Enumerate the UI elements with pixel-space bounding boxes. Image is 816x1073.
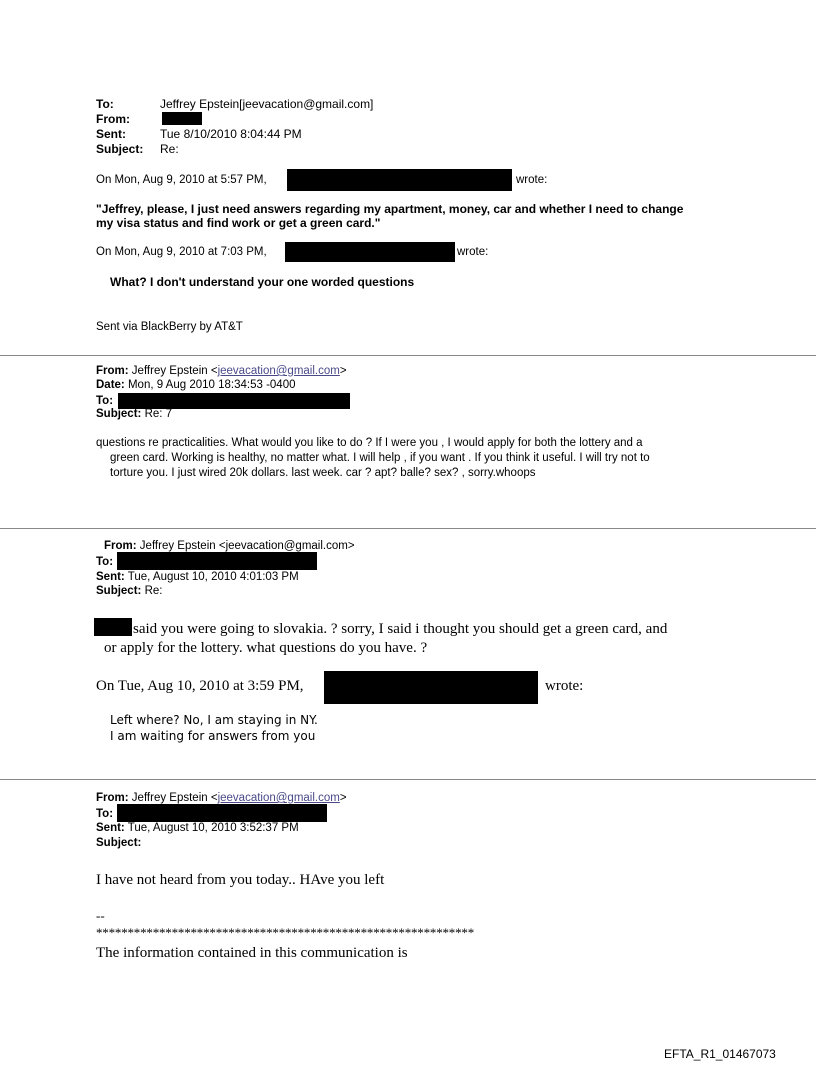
divider — [0, 528, 816, 529]
body-line: said you were going to slovakia. ? sorry, I said i thought you should get a green card, and — [133, 621, 668, 637]
from-line — [96, 365, 347, 378]
redaction-box — [117, 804, 327, 822]
quoted-reply-line: Left where? No, I am staying in NY. — [110, 713, 318, 727]
body-line: or apply for the lottery. what questions do you have. ? — [104, 640, 428, 656]
body-line: torture you. I just wired 20k dollars. last week. car ? apt? balle? sex? , sorry.whoops — [110, 467, 536, 479]
sent-label: Sent: — [96, 571, 125, 583]
subject-value: Re: — [160, 142, 179, 156]
sent-label: Sent: — [96, 127, 126, 141]
email-link[interactable]: jeevacation@gmail.com — [217, 792, 340, 804]
divider — [0, 355, 816, 356]
to-label: To: — [96, 808, 114, 820]
from-label: From: — [96, 792, 129, 804]
from-value: Jeffrey Epstein <jeevacation@gmail.com> — [139, 540, 355, 552]
bates-number: EFTA_R1_01467073 — [664, 1047, 776, 1061]
to-label: To: — [96, 556, 114, 568]
quoted-text-line: my visa status and find work or get a green card." — [96, 216, 381, 230]
subject-label: Subject: — [96, 837, 142, 849]
quote-attribution: On Tue, Aug 10, 2010 at 3:59 PM, — [96, 678, 304, 694]
body-line: I have not heard from you today.. HAve you left — [96, 872, 385, 888]
to-label: To: — [96, 97, 114, 111]
quote-suffix: wrote: — [545, 678, 584, 694]
sent-value: Tue 8/10/2010 8:04:44 PM — [160, 127, 302, 141]
sent-line — [96, 822, 299, 835]
redaction-box — [287, 169, 512, 191]
redaction-box — [162, 112, 202, 125]
quote-suffix: wrote: — [457, 246, 489, 258]
email-link[interactable]: jeevacation@gmail.com — [217, 365, 340, 377]
date-line — [96, 379, 296, 392]
sent-line — [96, 571, 299, 584]
sent-value: Tue, August 10, 2010 4:01:03 PM — [127, 571, 299, 583]
date-label: Date: — [96, 379, 125, 391]
disclaimer: The information contained in this communication is — [96, 945, 408, 961]
divider — [0, 779, 816, 780]
redaction-box — [118, 393, 350, 409]
subject-label: Subject: — [96, 585, 142, 597]
quoted-reply-line: I am waiting for answers from you — [110, 729, 316, 743]
from-close: > — [339, 792, 347, 804]
from-name: Jeffrey Epstein < — [131, 365, 218, 377]
body-line: green card. Working is healthy, no matter what. I will help , if you want . If you think it useful. I will try not to — [110, 452, 650, 464]
subject-value: Re: 7 — [144, 408, 173, 420]
subject-value: Re: — [144, 585, 163, 597]
redaction-box — [285, 242, 455, 262]
from-label: From: — [96, 112, 130, 126]
sent-value: Tue, August 10, 2010 3:52:37 PM — [127, 822, 299, 834]
subject-line — [96, 585, 162, 598]
to-label: To: — [96, 395, 114, 407]
from-label: From: — [104, 540, 137, 552]
from-name: Jeffrey Epstein < — [131, 792, 218, 804]
quoted-text-line: "Jeffrey, please, I just need answers regarding my apartment, money, car and whether I need to change — [96, 202, 684, 216]
quote-attribution — [96, 174, 267, 187]
subject-line — [96, 408, 172, 421]
redaction-box — [324, 671, 538, 704]
quote-prefix: On Mon, Aug 9, 2010 at 5:57 PM, — [96, 174, 267, 186]
sent-label: Sent: — [96, 822, 125, 834]
from-label: From: — [96, 365, 129, 377]
asterisk-separator: ************************************************************ — [96, 925, 475, 940]
quote-suffix: wrote: — [516, 174, 548, 186]
quoted-reply: What? I don't understand your one worded questions — [110, 275, 415, 289]
date-value: Mon, 9 Aug 2010 18:34:53 -0400 — [127, 379, 296, 391]
redaction-box — [94, 618, 132, 636]
from-close: > — [339, 365, 347, 377]
body-line: questions re practicalities. What would you like to do ? If I were you , I would apply for both the lottery and a — [96, 437, 643, 449]
email-signature: Sent via BlackBerry by AT&T — [96, 321, 243, 333]
signature-dashes: -- — [96, 908, 105, 923]
to-value: Jeffrey Epstein[jeevacation@gmail.com] — [160, 97, 374, 111]
redaction-box — [117, 552, 317, 570]
subject-label: Subject: — [96, 408, 142, 420]
subject-label: Subject: — [96, 142, 144, 156]
quote-attribution: On Mon, Aug 9, 2010 at 7:03 PM, — [96, 246, 267, 258]
